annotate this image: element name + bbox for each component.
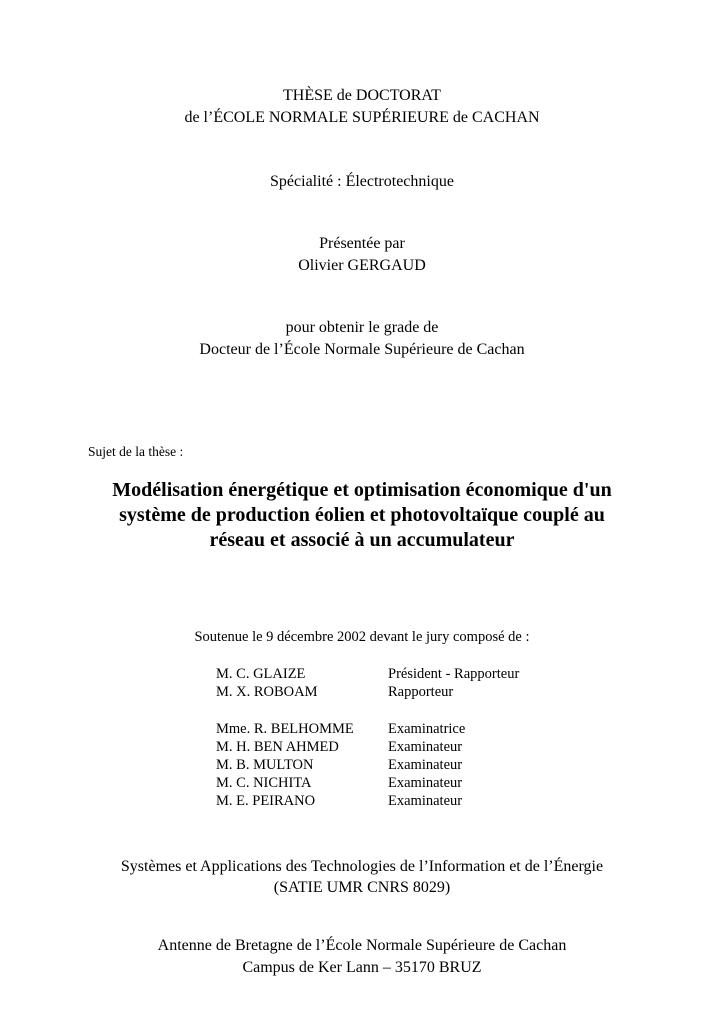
jury-member — [216, 683, 616, 701]
degree-name: Docteur de l’École Normale Supérieure de Cachan — [199, 341, 525, 358]
jury-group-reporters — [216, 665, 616, 701]
speciality: Spécialité : Électrotechnique — [270, 173, 454, 190]
lab-name: Systèmes et Applications des Technologies de l’Information et de l’Énergie — [120, 858, 604, 875]
lab-code: (SATIE UMR CNRS 8029) — [273, 879, 451, 896]
jury-member — [216, 665, 616, 683]
thesis-title-line-3: réseau et associé à un accumulateur — [209, 529, 515, 551]
jury-member-name: M. B. MULTON — [216, 757, 314, 773]
jury-member-role: Examinateur — [388, 739, 463, 755]
jury-member-role: Rapporteur — [388, 684, 454, 700]
subject-label: Sujet de la thèse : — [88, 444, 184, 459]
jury-member-name: M. X. ROBOAM — [216, 684, 318, 700]
jury-member — [216, 792, 616, 810]
author-name: Olivier GERGAUD — [298, 257, 426, 274]
jury-member — [216, 720, 616, 738]
jury-member — [216, 774, 616, 792]
jury-member-name: Mme. R. BELHOMME — [216, 721, 354, 737]
thesis-title-line-2: système de production éolien et photovoltaïque couplé au — [119, 504, 605, 526]
school-heading: de l’ÉCOLE NORMALE SUPÉRIEURE de CACHAN — [184, 109, 540, 126]
jury-member-role: Examinateur — [388, 757, 463, 773]
jury-member — [216, 738, 616, 756]
jury-group-examiners — [216, 720, 616, 810]
campus-name: Antenne de Bretagne de l’École Normale Supérieure de Cachan — [157, 937, 567, 954]
jury-member-role: Examinateur — [388, 775, 463, 791]
thesis-title-line-1: Modélisation énergétique et optimisation économique d'un — [112, 479, 612, 501]
thesis-type-heading: THÈSE de DOCTORAT — [283, 87, 441, 104]
jury-member-name: M. H. BEN AHMED — [216, 739, 339, 755]
jury-member-role: Président - Rapporteur — [388, 666, 520, 682]
defense-statement: Soutenue le 9 décembre 2002 devant le jury composé de : — [194, 629, 530, 645]
campus-address: Campus de Ker Lann – 35170 BRUZ — [242, 959, 482, 976]
jury-member-role: Examinatrice — [388, 721, 466, 737]
jury-member-name: M. C. GLAIZE — [216, 666, 306, 682]
degree-intro: pour obtenir le grade de — [285, 319, 439, 336]
jury-member-name: M. E. PEIRANO — [216, 793, 316, 809]
jury-member-name: M. C. NICHITA — [216, 775, 312, 791]
presented-by-label: Présentée par — [319, 235, 405, 252]
jury-member — [216, 756, 616, 774]
jury-member-role: Examinateur — [388, 793, 463, 809]
